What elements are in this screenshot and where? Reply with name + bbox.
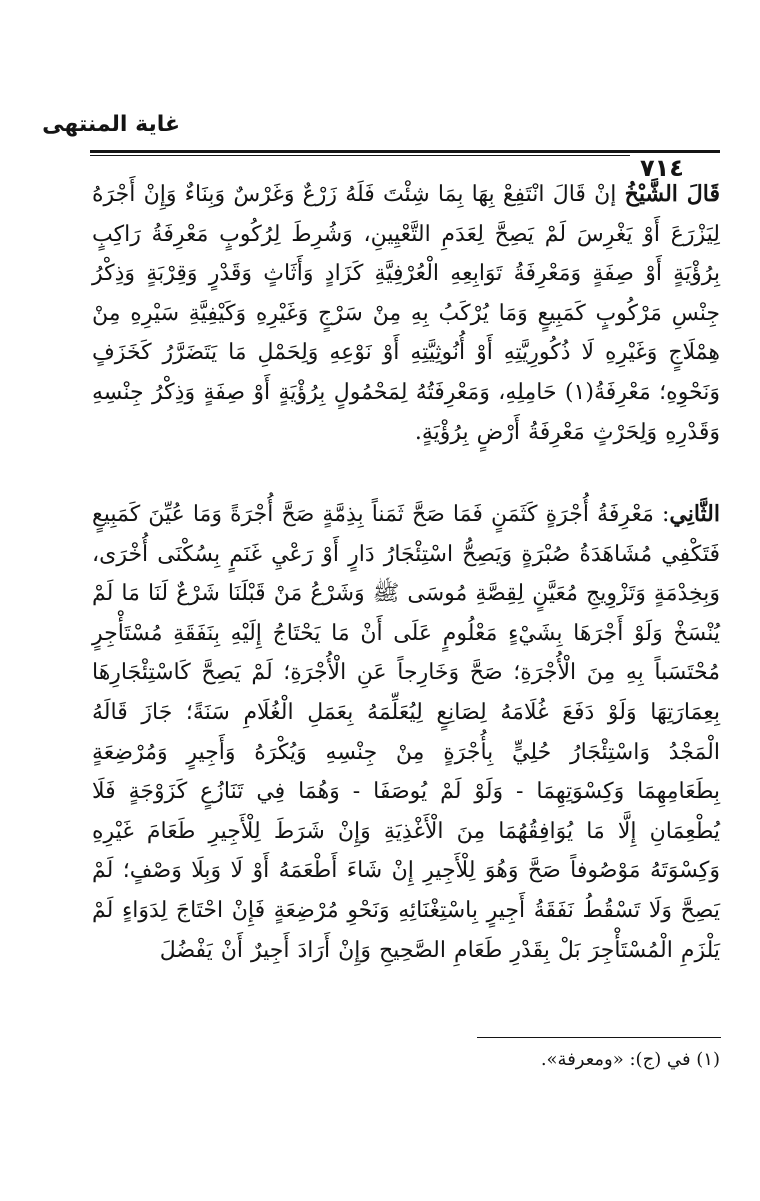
header-rule-thin	[90, 155, 630, 156]
book-title: غاية المنتهى	[42, 112, 180, 137]
paragraph-2-text: : مَعْرِفَةُ أُجْرَةٍ كَثَمَنٍ فَمَا صَحَّ ثَمَناً بِذِمَّةٍ صَحَّ أُجْرَةً وَمَا عُيِّنَ كَمَبِيعٍ فَتَكْفِي مُشَاهَدَةُ صُبْرَةٍ وَيَصِحُّ اسْتِئْجَارُ دَارٍ أَوْ رَعْيِ غَنَمٍ بِسُكْنَى أُخْرَى، وَبِخِدْمَةٍ وَتَزْوِيجِ مُعَيَّنٍ لِقِصَّةِ مُوسَى ﷺ وَشَرْعُ مَنْ قَبْلَنَا شَرْعٌ لَنَا مَا لَمْ يُنْسَخْ وَلَوْ أَجْرَهَا بِشَيْءٍ مَعْلُومٍ عَلَى أَنْ مَا يَحْتَاجُ إِلَيْهِ بِنَفَقَةِ مُسْتَأْجِرٍ مُحْتَسَباً بِهِ مِنَ الْأُجْرَةِ؛ صَحَّ وَخَارِجاً عَنِ الْأُجْرَةِ؛ لَمْ يَصِحَّ كَاسْتِئْجَارِهَا بِعِمَارَتِهَا وَلَوْ دَفَعَ غُلَامَهُ لِصَانِعٍ لِيُعَلِّمَهُ بِعَمَلِ الْغُلَامِ سَنَةً؛ جَازَ قَالَهُ الْمَجْدُ وَاسْتِئْجَارُ حُلِيٍّ بِأُجْرَةٍ مِنْ جِنْسِهِ وَيُكْرَهُ وَأَجِيرٍ وَمُرْضِعَةٍ بِطَعَامِهِمَا وَكِسْوَتِهِمَا - وَلَوْ لَمْ يُوصَفَا - وَهُمَا فِي تَنَازُعٍ كَزَوْجَةٍ فَلَا يُطْعِمَانِ إِلَّا مَا يُوَافِقُهُمَا مِنَ الْأَغْذِيَةِ وَإِنْ شَرَطَ لِلْأَجِيرِ طَعَامَ غَيْرِهِ وَكِسْوَتَهُ مَوْصُوفاً صَحَّ وَهُوَ لِلْأَجِيرِ إِنْ شَاءَ أَطْعَمَهُ أَوْ لَا وَبِلَا وَصْفٍ؛ لَمْ يَصِحَّ وَلَا تَسْقُطُ نَفَقَةُ أَجِيرٍ بِاسْتِغْنَائِهِ وَنَحْوِ مُرْضِعَةٍ فَإِنْ احْتَاجَ لِدَوَاءٍ لَمْ يَلْزَمِ الْمُسْتَأْجِرَ بَلْ بِقَدْرِ طَعَامِ الصَّحِيحِ وَإِنْ أَرَادَ أَجِيرٌ أَنْ يَفْضُلَ	[92, 502, 720, 963]
footnote-separator	[477, 1037, 721, 1038]
paragraph-1	[92, 175, 720, 452]
paragraph-2-lead: الثَّانِي	[669, 501, 720, 527]
paragraph-1-text: إنْ قَالَ انْتَفِعْ بِهَا بِمَا شِئْتَ فَلَهُ زَرْعٌ وَغَرْسٌ وَبِنَاءٌ وَإِنْ أَجْرَهُ لِيَزْرَعَ أَوْ يَغْرِسَ لَمْ يَصِحَّ لِعَدَمِ التَّعْيِينِ، وَشُرِطَ لِرُكُوبٍ مَعْرِفَةُ رَاكِبٍ بِرُؤْيَةٍ أَوْ صِفَةٍ وَمَعْرِفَةُ تَوَابِعِهِ الْعُرْفِيَّةِ كَزَادٍ وَأَثَاثٍ وَقَدْرٍ وَقِرْبَةٍ وَذِكْرُ جِنْسِ مَرْكُوبٍ كَمَبِيعٍ وَمَا يُرْكَبُ بِهِ مِنْ سَرْجٍ وَغَيْرِهِ وَكَيْفِيَّةِ سَيْرِهِ مِنْ هِمْلَاجٍ وَغَيْرِهِ لَا ذُكُورِيَّتِهِ أَوْ أُنُوثِيَّتِهِ أَوْ نَوْعِهِ وَلِحَمْلِ مَا يَتَضَرَّرُ كَخَزَفٍ وَنَحْوِهِ؛ مَعْرِفَةُ(١) حَامِلِهِ، وَمَعْرِفَتُهُ لِمَحْمُولٍ بِرُؤْيَةٍ أَوْ صِفَةٍ وَذِكْرُ جِنْسِهِ وَقَدْرِهِ وَلِحَرْثٍ مَعْرِفَةُ أَرْضٍ بِرُؤْيَةٍ.	[92, 182, 721, 445]
paragraph-2	[92, 495, 720, 970]
footnote: (١) في (ج): «ومعرفة».	[540, 1049, 720, 1070]
paragraph-1-lead: قَالَ الشَّيْخُ	[624, 181, 720, 207]
header-rule-thick	[90, 150, 720, 153]
page-number: ٧١٤	[640, 154, 684, 182]
